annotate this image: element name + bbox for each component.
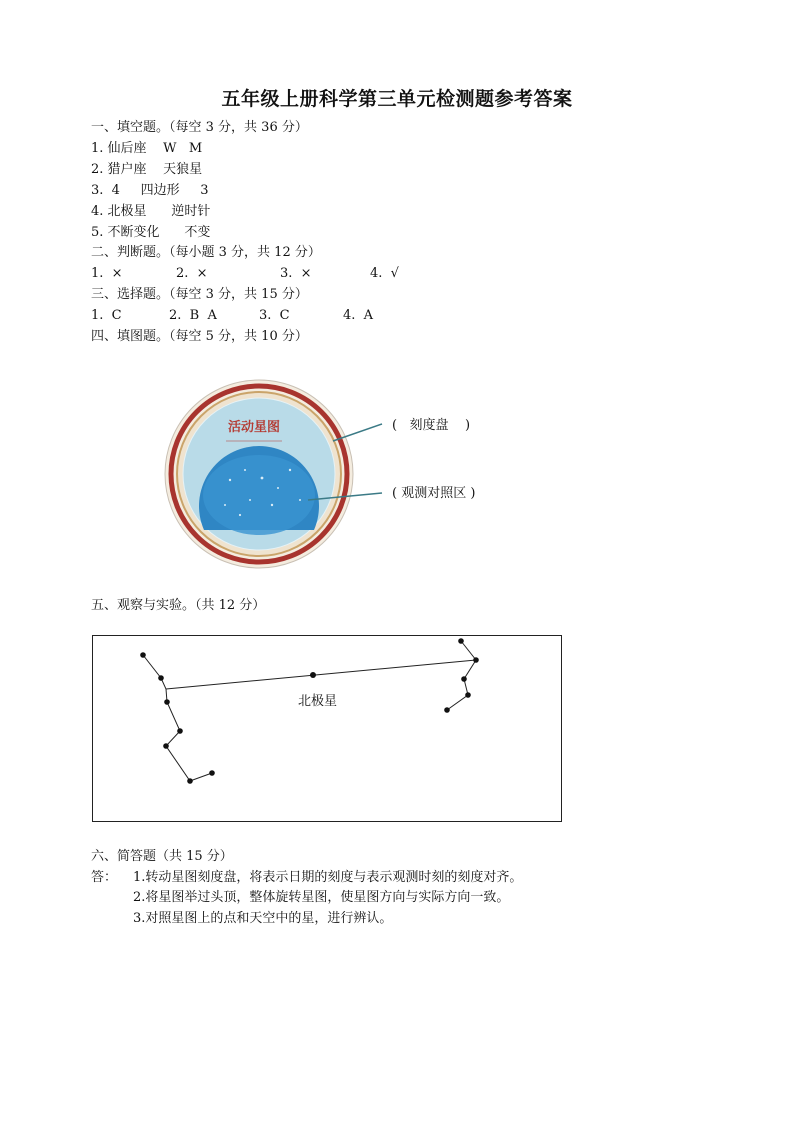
section1-item-5: 5. 不断变化 不变 (91, 225, 211, 240)
section3-answer-2: 2. B A (169, 308, 217, 323)
section3-answer-3: 3. C (259, 308, 290, 323)
label-dial: ( 刻度盘 ) (392, 418, 471, 433)
section1-item-4: 4. 北极星 逆时针 (91, 204, 211, 219)
constellation-box (92, 635, 562, 822)
section2-answer-2: 2. × (176, 266, 208, 281)
section2-answer-1: 1. × (91, 266, 123, 281)
planisphere-image (165, 380, 353, 568)
section1-item-2: 2. 猎户座 天狼星 (91, 162, 203, 177)
section6-heading: 六、简答题（共 15 分） (91, 849, 233, 864)
section3-answer-4: 4. A (343, 308, 374, 323)
section2-answer-4: 4. √ (370, 266, 399, 281)
label-window: ( 观测对照区 ) (392, 486, 476, 501)
polaris-label: 北极星 (298, 694, 338, 709)
section3-heading: 三、选择题。（每空 3 分，共 15 分） (91, 287, 308, 302)
section6-answer-2: 2.将星图举过头顶，整体旋转星图，使星图方向与实际方向一致。 (133, 890, 510, 905)
section1-item-3: 3. 4 四边形 3 (91, 183, 209, 198)
answer-prefix: 答： (91, 870, 118, 885)
planisphere-title: 活动星图 (228, 420, 281, 435)
section2-answer-3: 3. × (280, 266, 312, 281)
section2-heading: 二、判断题。（每小题 3 分，共 12 分） (91, 245, 321, 260)
section1-heading: 一、填空题。（每空 3 分，共 36 分） (91, 120, 308, 135)
section5-heading: 五、观察与实验。（共 12 分） (91, 598, 266, 613)
section6-answer-3: 3.对照星图上的点和天空中的星，进行辨认。 (133, 911, 393, 926)
section4-heading: 四、填图题。（每空 5 分，共 10 分） (91, 329, 308, 344)
page-title: 五年级上册科学第三单元检测题参考答案 (221, 88, 573, 110)
section6-answer-1: 1.转动星图刻度盘，将表示日期的刻度与表示观测时刻的刻度对齐。 (133, 870, 523, 885)
section1-item-1: 1. 仙后座 W M (91, 141, 203, 156)
section3-answer-1: 1. C (91, 308, 122, 323)
